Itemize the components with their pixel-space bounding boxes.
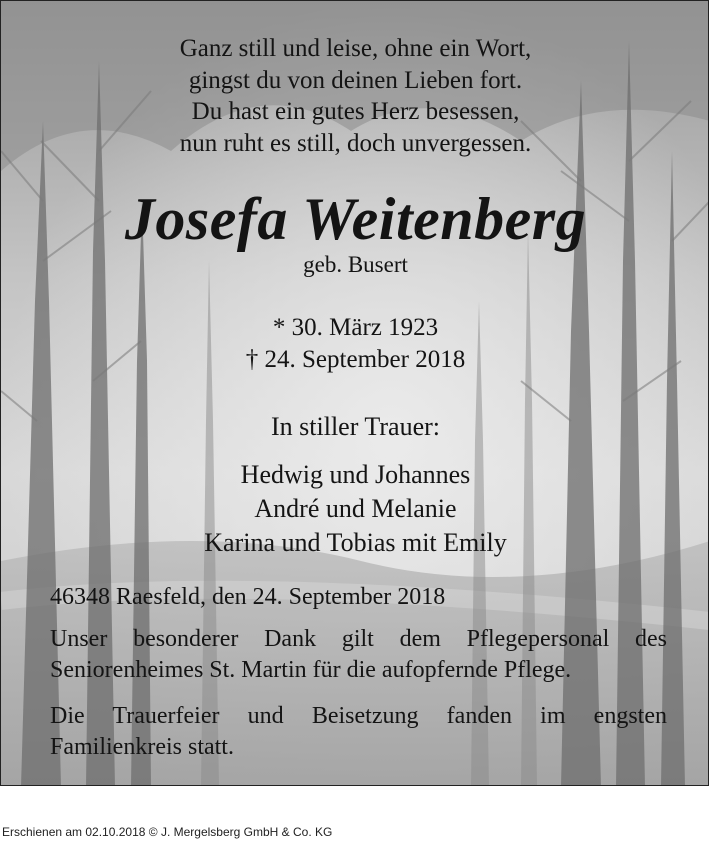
mourner-entry: Karina und Tobias mit Emily <box>204 528 507 557</box>
mourners-list <box>1 458 709 560</box>
birth-date: * 30. März 1923 <box>272 314 439 341</box>
mourner-entry: André und Melanie <box>254 494 457 523</box>
mourning-heading: In stiller Trauer: <box>271 412 440 441</box>
poem-line: Du hast ein gutes Herz besessen, <box>191 98 520 125</box>
deceased-name: Josefa Weitenberg <box>124 186 587 252</box>
life-dates <box>1 312 709 375</box>
mourner-entry: Hedwig und Johannes <box>240 460 471 489</box>
poem-line: nun ruht es still, doch unvergessen. <box>179 129 532 157</box>
death-date: † 24. September 2018 <box>245 345 466 373</box>
thanks-paragraph: Unser besonderer Dank gilt dem Pflegepersonal des Seniorenheimes St. Martin für die aufopfernde Pflege. <box>50 626 667 683</box>
publication-footer: Erschienen am 02.10.2018 © J. Mergelsberg GmbH & Co. KG <box>2 825 333 839</box>
place-and-date: 46348 Raesfeld, den 24. September 2018 <box>50 584 446 610</box>
poem-line: Ganz still und leise, ohne ein Wort, <box>179 35 532 62</box>
poem-line: gingst du von deinen Lieben fort. <box>188 66 523 94</box>
poem <box>1 33 709 159</box>
funeral-paragraph: Die Trauerfeier und Beisetzung fanden im engsten Familienkreis statt. <box>50 703 667 760</box>
birth-name: geb. Busert <box>303 252 408 277</box>
